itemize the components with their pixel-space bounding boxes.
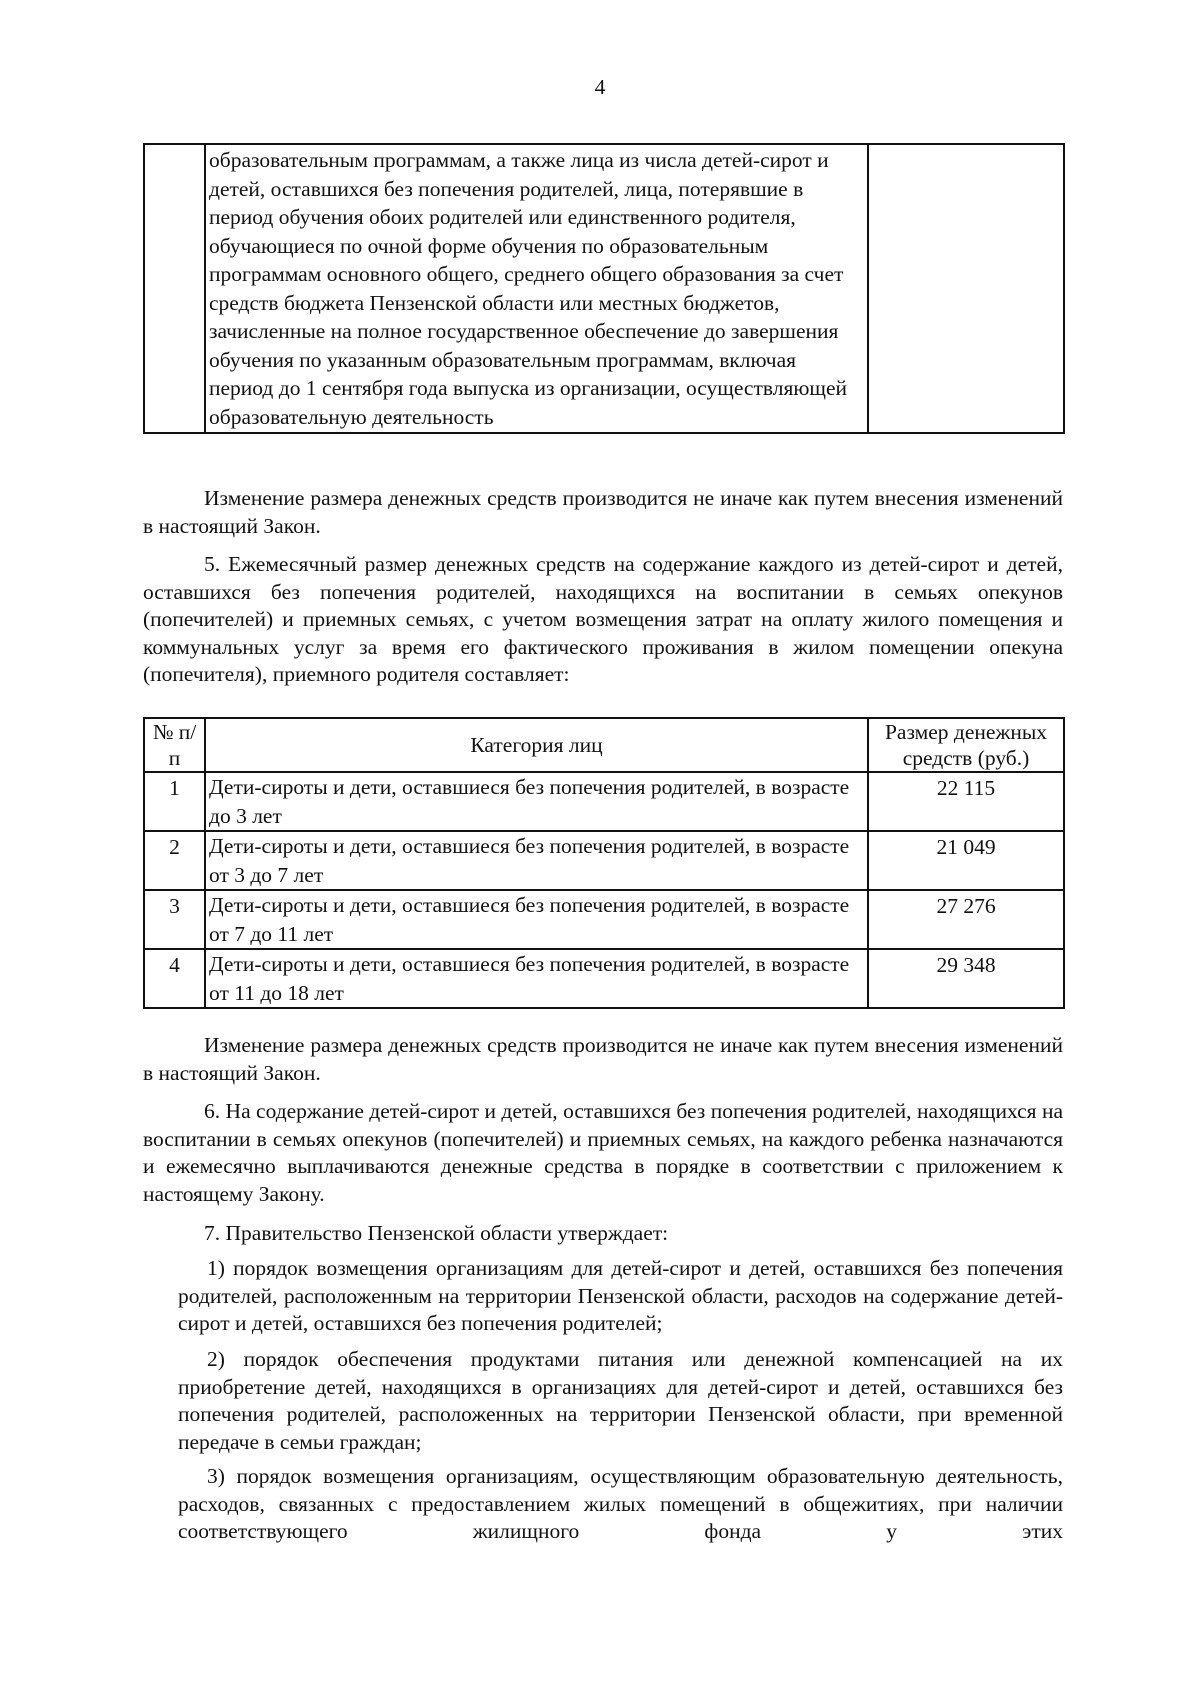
row-num: 3 xyxy=(144,890,205,949)
num-cell xyxy=(144,144,205,433)
page-number: 4 xyxy=(594,75,606,99)
paragraph-change-notice-2: Изменение размера денежных средств производится не иначе как путем внесения изменений в настоящий Закон. xyxy=(143,1033,1063,1085)
table-header-row xyxy=(144,718,1064,772)
continued-table xyxy=(143,143,1065,434)
header-category: Категория лиц xyxy=(205,718,868,772)
item-2: 2) порядок обеспечения продуктами питания или денежной компенсацией на их приобретение детей, находящихся в организациях для детей-сирот и детей, оставшихся без попечения родителей, расположенных на территории Пензенской области, при временной передаче в семьи граждан; xyxy=(178,1347,1063,1454)
item-3: 3) порядок возмещения организациям, осуществляющим образовательную деятельность, расходов, связанных с предоставлением жилых помещений в общежитиях, при наличии соответствующего жилищного фонда у этих xyxy=(178,1464,1063,1543)
row-category: Дети-сироты и дети, оставшиеся без попечения родителей, в возрасте до 3 лет xyxy=(205,772,868,831)
table-row xyxy=(144,890,1064,949)
amount-cell xyxy=(868,144,1064,433)
allowance-table xyxy=(143,717,1065,1009)
paragraph-change-notice-1: Изменение размера денежных средств производится не иначе как путем внесения изменений в настоящий Закон. xyxy=(143,486,1063,538)
row-num: 1 xyxy=(144,772,205,831)
row-category: Дети-сироты и дети, оставшиеся без попечения родителей, в возрасте от 7 до 11 лет xyxy=(205,890,868,949)
row-amount: 21 049 xyxy=(868,831,1064,890)
row-category: Дети-сироты и дети, оставшиеся без попечения родителей, в возрасте от 11 до 18 лет xyxy=(205,949,868,1008)
table-row xyxy=(144,772,1064,831)
paragraph-7: 7. Правительство Пензенской области утверждает: xyxy=(204,1221,669,1245)
item-1: 1) порядок возмещения организациям для детей-сирот и детей, оставшихся без попечения родителей, расположенным на территории Пензенской области, расходов на содержание детей-сирот и детей, оставшихся без попечения родителей; xyxy=(178,1256,1063,1335)
table-row xyxy=(144,831,1064,890)
table-row xyxy=(144,949,1064,1008)
table-row xyxy=(144,144,1064,433)
row-amount: 22 115 xyxy=(868,772,1064,831)
header-num: № п/п xyxy=(144,718,205,772)
row-amount: 29 348 xyxy=(868,949,1064,1008)
category-cell: образовательным программам, а также лица из числа детей-сирот и детей, оставшихся без попечения родителей, лица, потерявшие в период обучения обоих родителей или единственного родителя, обучающиеся по очной форме обучения по образовательным программам основного общего, среднего общего образования за счет средств бюджета Пензенской области или местных бюджетов, зачисленные на полное государственное обеспечение до завершения обучения по указанным образовательным программам, включая период до 1 сентября года выпуска из организации, осуществляющей образовательную деятельность xyxy=(205,144,868,433)
row-num: 2 xyxy=(144,831,205,890)
header-amount: Размер денежных средств (руб.) xyxy=(868,718,1064,772)
row-num: 4 xyxy=(144,949,205,1008)
row-amount: 27 276 xyxy=(868,890,1064,949)
paragraph-6: 6. На содержание детей-сирот и детей, оставшихся без попечения родителей, находящихся на воспитании в семьях опекунов (попечителей) и приемных семьях, на каждого ребенка назначаются и ежемесячно выплачиваются денежные средства в порядке в соответствии с приложением к настоящему Закону. xyxy=(143,1099,1063,1206)
paragraph-5: 5. Ежемесячный размер денежных средств на содержание каждого из детей-сирот и детей, оставшихся без попечения родителей, находящихся на воспитании в семьях опекунов (попечителей) и приемных семьях, с учетом возмещения затрат на оплату жилого помещения и коммунальных услуг за время его фактического проживания в жилом помещении опекуна (попечителя), приемного родителя составляет: xyxy=(143,552,1063,686)
row-category: Дети-сироты и дети, оставшиеся без попечения родителей, в возрасте от 3 до 7 лет xyxy=(205,831,868,890)
